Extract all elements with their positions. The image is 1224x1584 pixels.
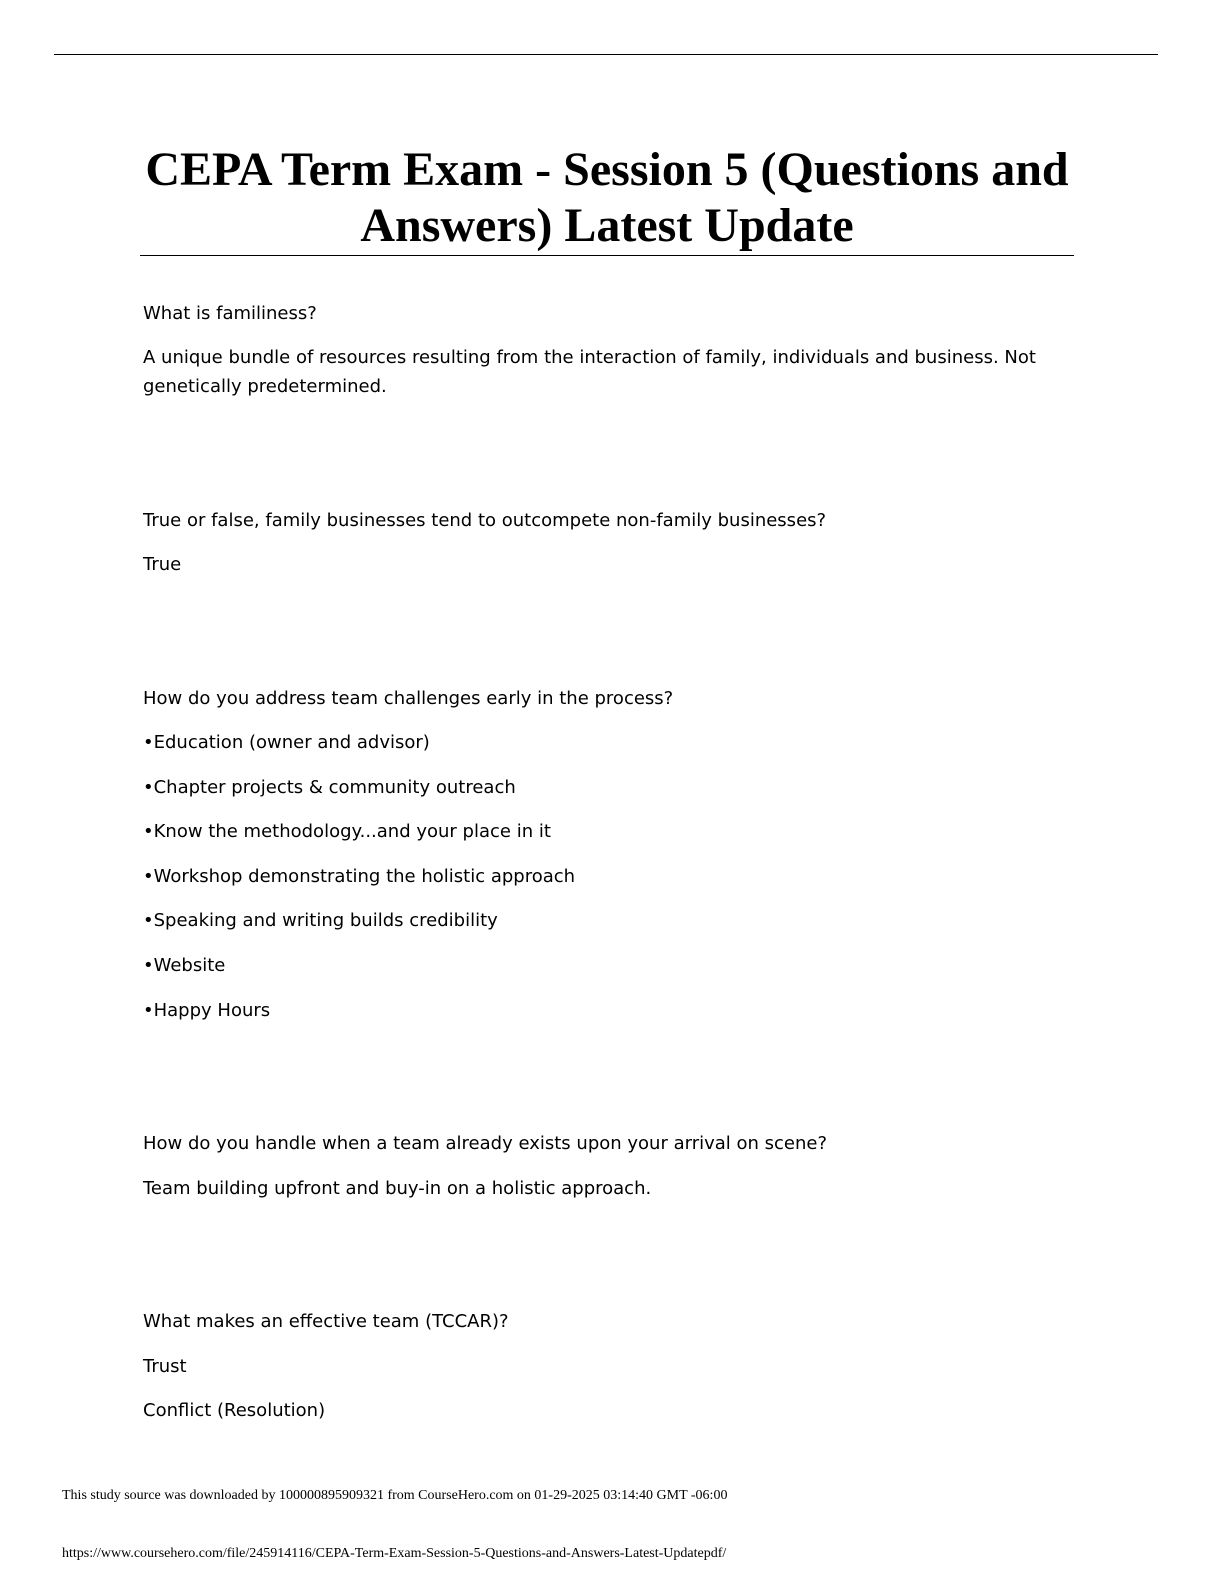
list-item: Conflict (Resolution) <box>143 1400 326 1421</box>
top-divider <box>54 54 1158 55</box>
answer-4: Team building upfront and buy-in on a holistic approach. <box>143 1178 652 1199</box>
list-item: •Workshop demonstrating the holistic approach <box>143 866 576 887</box>
download-note: This study source was downloaded by 100000895909321 from CourseHero.com on 01-29-2025 03:14:40 GMT -06:00 <box>62 1488 728 1503</box>
list-item: •Education (owner and advisor) <box>143 732 430 753</box>
question-2: True or false, family businesses tend to outcompete non-family businesses? <box>143 510 827 531</box>
source-url[interactable]: https://www.coursehero.com/file/245914116/CEPA-Term-Exam-Session-5-Questions-and-Answers-Latest-Updatepdf/ <box>62 1546 727 1561</box>
question-1: What is familiness? <box>143 303 317 324</box>
list-item: •Speaking and writing builds credibility <box>143 910 498 931</box>
answer-1-line-1: A unique bundle of resources resulting from the interaction of family, individuals and business. Not <box>143 347 1036 368</box>
document-title <box>140 142 1074 254</box>
answer-2: True <box>143 554 182 575</box>
question-4: How do you handle when a team already exists upon your arrival on scene? <box>143 1133 828 1154</box>
list-item: •Chapter projects & community outreach <box>143 777 516 798</box>
list-item: •Know the methodology...and your place in it <box>143 821 551 842</box>
list-item: •Website <box>143 955 226 976</box>
title-line-2: Answers) Latest Update <box>360 199 854 252</box>
question-3: How do you address team challenges early in the process? <box>143 688 674 709</box>
list-item: Trust <box>143 1356 187 1377</box>
answer-1-line-2: genetically predetermined. <box>143 376 387 397</box>
title-underline <box>140 255 1074 256</box>
question-5: What makes an effective team (TCCAR)? <box>143 1311 509 1332</box>
list-item: •Happy Hours <box>143 1000 271 1021</box>
title-line-1: CEPA Term Exam - Session 5 (Questions and <box>145 143 1069 196</box>
